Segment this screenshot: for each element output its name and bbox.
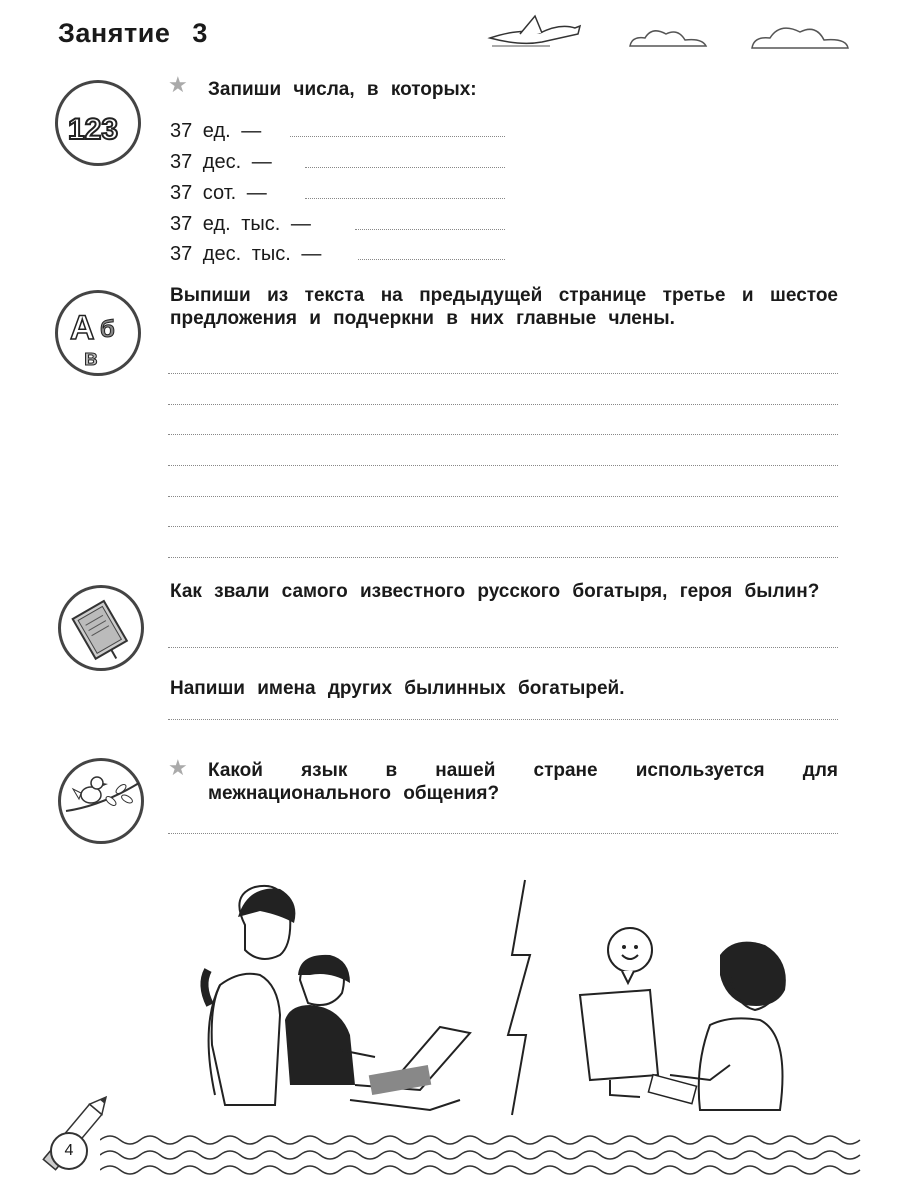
task3-prompt: Как звали самого известного русского богатыря, героя былин? xyxy=(170,581,820,602)
task1-prompt: Запиши числа, в которых: xyxy=(208,79,477,100)
writing-line[interactable] xyxy=(168,404,838,405)
bird-icon xyxy=(490,16,580,46)
writing-line[interactable] xyxy=(168,833,838,834)
writing-line[interactable] xyxy=(168,465,838,466)
writing-line[interactable] xyxy=(168,496,838,497)
svg-text:в: в xyxy=(84,345,98,370)
writing-line[interactable] xyxy=(168,526,838,527)
answer-line-2[interactable] xyxy=(305,167,505,168)
number-row-3: 37 сот. — xyxy=(170,182,267,204)
page-number: 4 xyxy=(50,1132,88,1170)
operator-computer-scene xyxy=(580,928,786,1110)
answer-line-5[interactable] xyxy=(358,259,505,260)
communication-illustration xyxy=(190,875,830,1125)
smiley-bubble-icon xyxy=(608,928,652,972)
page-title: Занятие 3 xyxy=(58,18,208,48)
star-icon: ★ xyxy=(168,755,188,780)
header-decoration xyxy=(480,8,860,58)
numbers-123-icon xyxy=(58,83,138,163)
writing-line[interactable] xyxy=(168,373,838,374)
answer-line-3[interactable] xyxy=(305,198,505,199)
writing-line[interactable] xyxy=(168,434,838,435)
svg-text:123: 123 xyxy=(68,113,119,146)
writing-line[interactable] xyxy=(168,557,838,558)
answer-line-4[interactable] xyxy=(355,229,505,230)
svg-text:А: А xyxy=(70,309,95,347)
task2-prompt: Выпиши из текста на предыдущей странице третье и шестое предложения и подчеркни в них главные члены. xyxy=(170,285,838,329)
svg-text:б: б xyxy=(100,316,115,343)
letters-badge xyxy=(55,290,141,376)
number-row-5: 37 дес. тыс. — xyxy=(170,243,322,265)
nature-badge xyxy=(58,758,144,844)
lightning-icon xyxy=(508,880,530,1115)
letters-abv-icon xyxy=(58,293,138,373)
task3-prompt2: Напиши имена других былинных богатырей. xyxy=(170,678,625,699)
star-icon: ★ xyxy=(168,72,188,97)
number-row-1: 37 ед. — xyxy=(170,120,262,142)
branch-bird-icon xyxy=(61,761,141,841)
cloud-icon xyxy=(630,31,706,46)
number-row-4: 37 ед. тыс. — xyxy=(170,213,311,235)
writing-line[interactable] xyxy=(168,647,838,648)
cloud-icon xyxy=(752,28,848,48)
numbers-badge xyxy=(55,80,141,166)
family-laptop-scene xyxy=(204,886,470,1110)
task4-prompt: Какой язык в нашей стране используется для межнационального общения? xyxy=(208,760,838,804)
wave-decoration xyxy=(100,1130,880,1180)
book-icon xyxy=(61,588,141,668)
number-row-2: 37 дес. — xyxy=(170,151,272,173)
writing-line[interactable] xyxy=(168,719,838,720)
book-badge xyxy=(58,585,144,671)
answer-line-1[interactable] xyxy=(290,136,505,137)
